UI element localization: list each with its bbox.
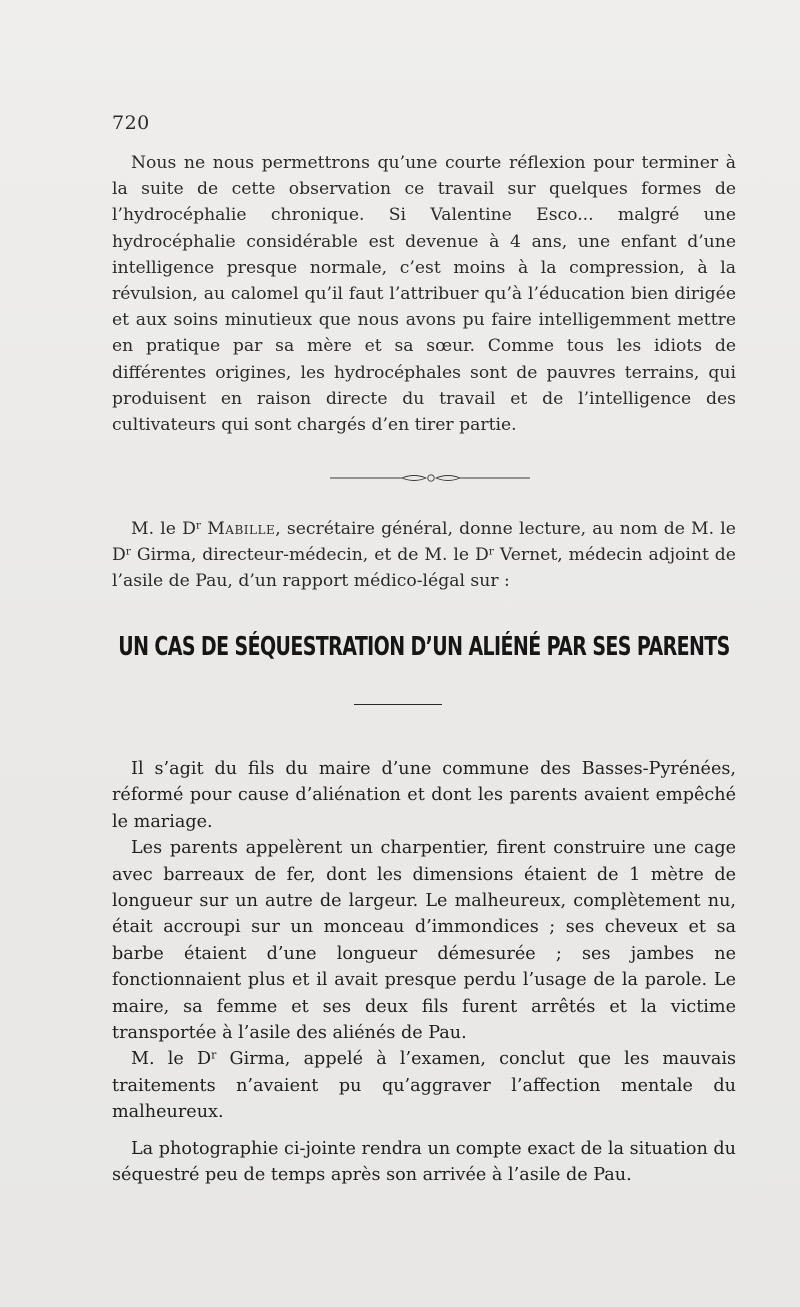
article-paragraph-4: La photographie ci-jointe rendra un compte exact de la situation du séquestré peu de temps après son arrivée à l’asile de Pau.	[112, 1138, 736, 1186]
article-body	[112, 756, 736, 1189]
doctor-abbrev-sup-3: r	[488, 544, 494, 558]
doctor-abbrev-sup-4: r	[211, 1049, 217, 1063]
article-paragraph-2: Les parents appelèrent un charpentier, firent construire une cage avec barreaux de fer, dont les dimensions étaient de 1 mètre de longueur sur un autre de largeur. Le malheureux, complètement nu, était accroupi sur un monceau d’immondices ; ses cheveux et sa barbe étaient d’une longueur démesurée ; ses jambes ne fonctionnaient plus et il avait presque perdu l’usage de la parole. Le maire, sa femme et ses deux fils furent arrêtés et la victime transportée à l’asile des aliénés de Pau.	[112, 838, 736, 1044]
article-title: UN CAS DE SÉQUESTRATION D’UN ALIÉNÉ PAR SES PARENTS	[118, 632, 730, 662]
announcement-text-2: , secrétaire général, donne lecture, au nom de M. le D	[112, 519, 736, 566]
announcement-text-3: Girma, directeur-médecin, et de M. le D	[130, 545, 489, 566]
announcement-paragraph	[112, 516, 736, 595]
intro-paragraph: Nous ne nous permettrons qu’une courte réflexion pour terminer à la suite de cette observation ce travail sur quelques formes de l’hydrocéphalie chronique. Si Valentine Esco... malgré une hydrocéphalie considérable est devenue à 4 ans, une enfant d’une intelligence presque normale, c’est moins à la compression, à la révulsion, au calomel qu’il faut l’attribuer qu’à l’éducation bien dirigée et aux soins minutieux que nous avons pu faire intelligemment mettre en pratique par sa mère et sa sœur. Comme tous les idiots de différentes origines, les hydrocéphales sont de pauvres terrains, qui produisent en raison directe du travail et de l’intelligence des cultivateurs qui sont chargés d’en tirer partie.	[112, 153, 736, 436]
title-underline-rule	[354, 704, 442, 705]
article-paragraph-1: Il s’agit du fils du maire d’une commune des Basses-Pyrénées, réformé pour cause d’aliénation et dont les parents avaient empêché le mariage.	[112, 759, 736, 832]
page-number: 720	[112, 112, 150, 134]
announcement-text-4: Vernet, médecin adjoint de l’asile de Pau, d’un rapport médico-légal sur :	[112, 545, 736, 592]
doctor-abbrev-sup-1: r	[195, 518, 201, 532]
doctor-abbrev-sup-2: r	[125, 544, 131, 558]
author-name-mabille: Mabille	[207, 519, 276, 539]
article-p3-text-1: M. le D	[131, 1049, 212, 1070]
announcement-text-1: M. le D	[131, 519, 196, 539]
announcement-section	[112, 516, 736, 595]
intro-section	[112, 150, 736, 438]
article-paragraph-3	[112, 1046, 736, 1125]
article-p3-text-2: Girma, appelé à l’examen, conclut que les mauvais traitements n’avaient pu qu’aggraver l’affection mentale du malheureux.	[112, 1049, 737, 1123]
section-divider-ornament	[330, 472, 530, 484]
